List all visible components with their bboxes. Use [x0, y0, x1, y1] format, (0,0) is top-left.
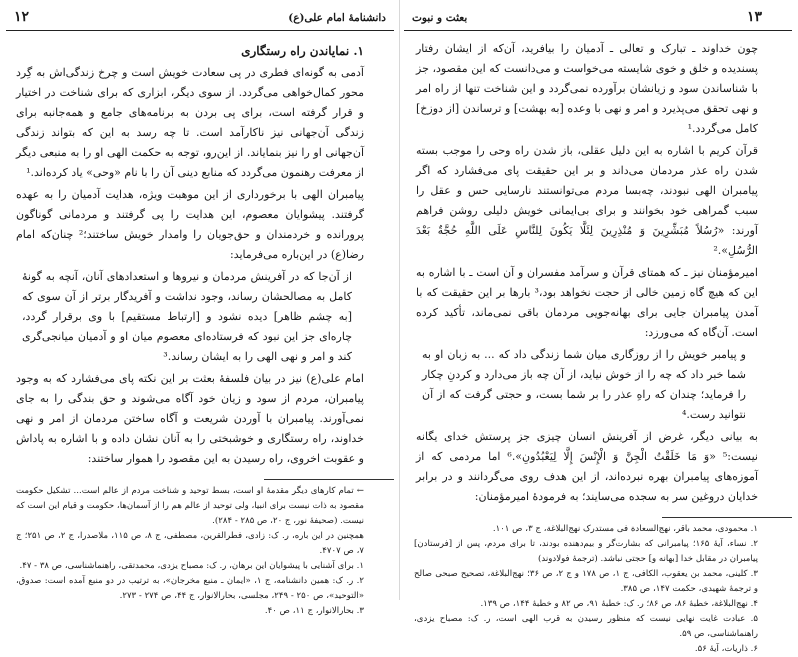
right-page-number: ۱۳	[746, 9, 762, 25]
left-page-header	[6, 6, 394, 31]
left-running-title: دانشنامهٔ امام علی(ع)	[288, 12, 386, 24]
left-page-number: ۱۲	[14, 9, 30, 25]
footnote: ۶. ذاریات، آیهٔ ۵۶.	[694, 644, 758, 654]
footnote: همچنین در این باره، ر. ک: زادی، فطرالقرین، مصطفی، ج ۸، ص ۱۱۵، ملاصدرا، ج ۲، ص ۲۵۱؛ ج ۷، ص ۴۷۰۷.	[16, 531, 364, 556]
footnote-divider	[662, 517, 792, 518]
footnote: ← تمام کارهای دیگر مقدمهٔ او است، بسط توحید و شناخت مردم از عالم است... تشکیل حکومت مقصود به ذات نیست برای انبیا، ولی توحید از عالم هم را از آسمان‌ها، حکومت و قیام این است که نیست. (صحیفهٔ نور، ج ۲۰، ص ۲۸۵ - ۲۸۴).	[16, 486, 364, 526]
footnote: ۴. نهج‌البلاغة، خطبهٔ ۸۶، ص ۸۶؛ ر. ک: خطبهٔ ۹۱، ص ۸۲ و خطبهٔ ۱۴۴، ص ۱۳۹.	[480, 599, 758, 609]
section-title: ۱. نمایاندن راه رستگاری	[241, 44, 364, 58]
paragraph: امام علی(ع) نیز در بیان فلسفهٔ بعثت بر این نکته پای می‌فشارد که به وجود پیامبران، مردم از سود و زیان خود آگاه می‌شوند و حق بندگی را به جای نمی‌آورند. پیامبران با آوردن شریعت و آگاه ساختن مردمان از امر و نهی خداوند، راه رستگاری و خوشبختی را به آنان نشان داده و با اشاره به پاداش و عقوبت اخروی، راه رسیدن به این مقصود را هموار ساختند:	[16, 372, 364, 465]
right-page-header	[404, 6, 792, 31]
paragraph: چون خداوند ـ تبارک و تعالی ـ آدمیان را بیافرید، آن‌که از ایشان رفتار پسندیده و خلق و خوی شایسته می‌خواست و می‌دانست که این مقصود، جز با شناساندن سود و زیانشان برآورده نمی‌گردد و این شناخت تنها از راه امر و نهی تحقق می‌پذیرد و امر و نهی با وعده [به بهشت] و ترساندن [از دوزخ] کامل می‌گردد.¹	[416, 42, 758, 135]
block-quote: و پیامبر خویش را از روزگاری میان شما زندگی داد که ... به زبان او به شما خبر داد که چه را از خوش نیاید، از آن چه باز می‌دارد و کردنِ چکار را فرماید؛ چندان که راهِ عذر را بر شما بست، و حجتی گرفت که از آن نتوانید رست.⁴	[422, 348, 746, 421]
footnote: ۱. برای آشنایی با پیشوایان این برهان، ر. ک: مصباح یزدی، محمدتقی، راهنماشناسی، ص ۳۸ - ۴۷.	[19, 561, 364, 571]
paragraph: امیرمؤمنان نیز ـ که همتای قرآن و سرآمد مفسران و آن است ـ با اشاره به این که هیچ گاه زمین خالی از حجت نخواهد بود،³ بارها بر این حقیقت که با آمدن پیامبران جایی برای بهانه‌جویی مردمان باقی نمی‌ماند، تأکید کرده است. آن‌گاه که می‌ورزد:	[416, 266, 758, 339]
left-page	[6, 6, 394, 616]
block-quote: از آن‌جا که در آفرینش مردمان و نیروها و استعدادهای آنان، آنچه به گونهٔ کامل به مصالحشان رساند، وجود نداشت و آفریدگار برتر از آن سوی که [به چشم ظاهر] دیده نشود و [ارتباط مستقیم] با وی برقرار گردد، چاره‌ای جز این نبود که فرستاده‌ای معصوم میان او و آدمیان میانجی‌گری کند و امر و نهی الهی را به ایشان رساند.³	[22, 270, 352, 363]
right-footnotes	[404, 522, 792, 657]
footnote: ۳. کلینی، محمد بن یعقوب، الکافی، ج ۱، ص ۱۷۸ و ج ۲، ص ۳۶؛ نهج‌البلاغة، تصحیح صبحی صالح و ترجمهٔ شهیدی، حکمت ۱۴۷، ص ۳۸۵.	[414, 569, 758, 594]
footnote: ۲. نساء، آیهٔ ۱۶۵؛ پیامبرانی که بشارت‌گر و بیم‌دهنده بودند، تا برای مردم، پس از [فرستادن] پیامبران در مقابل خدا [بهانه و] حجتی نباشد. (ترجمهٔ فولادوند)	[414, 539, 758, 564]
footnote: ۱. محمودی، محمد باقر، نهج‌السعادة فی مستدرک نهج‌البلاغة، ج ۳، ص ۱۰۱.	[492, 524, 758, 534]
right-page-body	[404, 31, 792, 507]
footnote: ۳. بحارالانوار، ج ۱۱، ص ۴۰.	[264, 606, 364, 616]
footnote: ۵. عبادت غایت نهایی نیست که منظور رسیدن به قرب الهی است، ر. ک: مصباح یزدی، راهنماشناسی، ص ۵۹.	[414, 614, 758, 639]
right-running-title: بعثت و نبوت	[412, 12, 468, 24]
left-page-body	[6, 31, 394, 469]
footnote: ۲. ر. ک: همین دانشنامه، ج ۱، «ایمان ـ منبع مخرجان»، به ترتیب در دو منبع آمده است: صدوق، «التوحید»، ص ۲۵۰ - ۲۴۹، مجلسی، بحارالانوار، ج ۴۴، ص ۲۷۴ - ۲۷۳.	[16, 576, 364, 601]
page-gutter	[399, 0, 400, 600]
footnote-divider	[264, 479, 394, 480]
paragraph: قرآن کریم با اشاره به این دلیل عقلی، باز شدن راه وحی را موجب بسته شدن راه عذر مردمان می‌داند و بر این حقیقت پای می‌فشارد که اگر پیامبران الهی نبودند، چه‌بسا مردم می‌توانستند نارسایی حس و عقل را سبب گمراهی خود بخوانند و برای بی‌ایمانی خویش دلیلی روشن فراهم آورند: «رُسُلاً مُبَشِّرِينَ وَ مُنْذِرِينَ لِئَلَّا يَكُونَ لِلنَّاسِ عَلَى اللَّهِ حُجَّةٌ بَعْدَ الرُّسُلِ».²	[416, 144, 758, 257]
paragraph: آدمی به گونه‌ای فطری در پی سعادت خویش است و چرخ زندگی‌اش به گِرد محور کمال‌خواهی می‌گردد. از سوی دیگر، ابزاری که برای شناخت در اختیار و قرار گرفته است، برای پی بردن به برنامه‌های جامع و همه‌جانبه برای زندگی آن‌جهانی نیز ناکارآمد است. تا چه رسد به این که بتواند زندگی آن‌جهانی او را نیز بنمایاند. از این‌رو، توجه به حکمت الهی او را به منبعی دیگر از معرفت رهنمون می‌گردد که منابع دینی آن را با نام «وحی» یاد کرده‌اند.¹	[16, 66, 364, 179]
left-footnotes	[6, 484, 394, 619]
paragraph: به بیانی دیگر، غرض از آفرینش انسان چیزی جز پرستش خدای یگانه نیست:⁵ «وَ مَا خَلَقْتُ الْجِنَّ وَ الْإِنْسَ إِلَّا لِيَعْبُدُونِ».⁶ اما مردمی که از آموزه‌های پیامبران بهره نبرده‌اند، از این هدف روی می‌گردانند و در برابر خدایان دروغین سر به سجده می‌سایند؛ به فرمودهٔ امیرمؤمنان:	[416, 430, 758, 503]
paragraph: پیامبران الهی با برخورداری از این موهبت ویژه، هدایت آدمیان را به عهده گرفتند. پیشوایان معصوم، این هدایت را پی گرفتند و مردمانی گوناگون پرورانده و خردمندان و حق‌جویان را وامدار خویش ساختند؛² چنان‌که امام رضا(ع) در این‌باره می‌فرماید:	[16, 188, 364, 261]
right-page	[404, 6, 792, 654]
